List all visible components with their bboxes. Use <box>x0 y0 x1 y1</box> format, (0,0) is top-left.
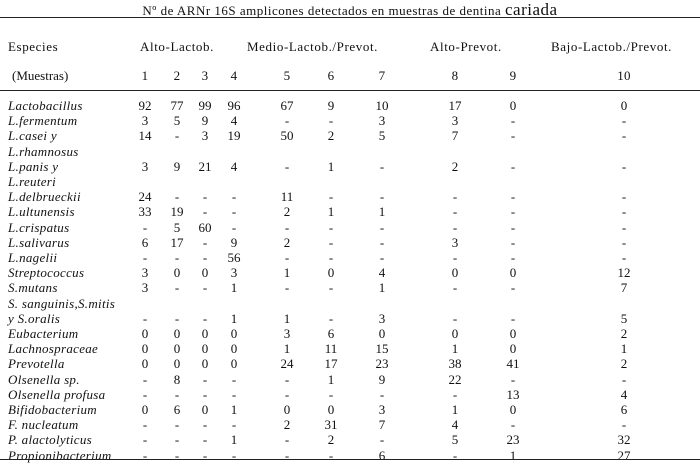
table-cell: - <box>202 189 208 205</box>
table-cell: - <box>379 234 385 250</box>
table-cell: - <box>231 204 237 220</box>
table-cell: - <box>328 447 334 463</box>
table-cell: 5 <box>620 310 628 326</box>
table-cell: - <box>510 189 516 205</box>
table-cell: - <box>174 447 180 463</box>
table-cell: - <box>284 386 290 402</box>
table-cell: 0 <box>378 326 386 341</box>
table-cell: 2 <box>327 128 335 144</box>
table-cell: 1 <box>378 280 386 296</box>
species-name: L.fermentum <box>8 113 78 129</box>
table-title-text: Nº de ARNr 16S amplicones detectados en muestras de dentina <box>142 3 502 18</box>
table-cell: 4 <box>378 265 386 281</box>
table-cell: 19 <box>170 204 184 220</box>
table-cell: 17 <box>170 234 184 250</box>
species-name: Streptococcus <box>8 265 85 281</box>
table-cell: 9 <box>327 98 335 113</box>
table-cell: 6 <box>173 402 181 417</box>
sample-number: 10 <box>617 68 631 83</box>
table-cell: 38 <box>448 356 462 372</box>
table-cell: 0 <box>141 326 149 341</box>
table-cell: 1 <box>620 341 628 357</box>
table-cell: 11 <box>324 341 338 357</box>
table-cell: - <box>174 417 180 433</box>
table-cell: - <box>142 417 148 433</box>
table-cell: 2 <box>327 432 335 448</box>
table-cell: 0 <box>173 356 181 372</box>
table-cell: 14 <box>138 128 152 144</box>
table-cell: 2 <box>620 356 628 372</box>
table-cell: 10 <box>375 98 389 113</box>
table-cell: - <box>452 204 458 220</box>
species-name: Prevotella <box>8 356 65 372</box>
table-cell: - <box>452 219 458 235</box>
table-cell: 0 <box>509 402 517 417</box>
table-cell: - <box>621 371 627 387</box>
table-cell: 12 <box>617 265 631 281</box>
species-name: L.casei y <box>8 128 57 144</box>
sample-number: 2 <box>173 68 181 83</box>
table-cell: 5 <box>451 432 459 448</box>
table-cell: - <box>231 371 237 387</box>
sample-number: 7 <box>378 68 386 83</box>
table-cell: - <box>621 204 627 220</box>
table-cell: 0 <box>173 341 181 357</box>
table-cell: - <box>621 234 627 250</box>
table-cell: - <box>510 371 516 387</box>
table-cell: 0 <box>230 326 238 341</box>
species-name: L.rhamnosus <box>8 143 79 159</box>
table-cell: - <box>202 204 208 220</box>
table-cell: 8 <box>173 371 181 387</box>
table-cell: - <box>510 204 516 220</box>
table-cell: - <box>202 432 208 448</box>
table-cell: - <box>142 386 148 402</box>
table-cell: 3 <box>201 128 209 144</box>
table-cell: 0 <box>451 326 459 341</box>
table-cell: - <box>621 158 627 174</box>
table-cell: - <box>510 417 516 433</box>
table-cell: 17 <box>324 356 338 372</box>
species-header: Especies <box>8 39 59 54</box>
table-cell: 0 <box>509 341 517 357</box>
table-cell: 6 <box>141 234 149 250</box>
top-rule <box>0 17 700 18</box>
table-cell: 1 <box>283 341 291 357</box>
table-cell: 77 <box>170 98 184 113</box>
table-cell: - <box>284 432 290 448</box>
table-cell: - <box>284 447 290 463</box>
table-cell: - <box>284 280 290 296</box>
table-cell: - <box>379 158 385 174</box>
table-cell: 9 <box>230 234 238 250</box>
table-cell: 1 <box>327 158 335 174</box>
table-cell: 56 <box>227 250 241 265</box>
table-cell: - <box>510 234 516 250</box>
table-cell: 6 <box>378 447 386 463</box>
species-name: L.delbrueckii <box>8 189 81 205</box>
table-cell: 1 <box>230 432 238 448</box>
species-name: Propionibacterium <box>8 447 112 463</box>
table-cell: 13 <box>506 386 520 402</box>
table-cell: - <box>379 250 385 265</box>
table-cell: 1 <box>327 204 335 220</box>
table-cell: - <box>202 417 208 433</box>
table-cell: - <box>328 234 334 250</box>
table-cell: - <box>328 310 334 326</box>
group-header-alto-lactob: Alto-Lactob. <box>140 39 214 54</box>
sample-number: 4 <box>230 68 238 83</box>
table-cell: 31 <box>324 417 338 433</box>
table-cell: - <box>284 219 290 235</box>
table-cell: - <box>202 386 208 402</box>
table-cell: 0 <box>451 265 459 281</box>
table-cell: - <box>328 250 334 265</box>
table-cell: - <box>202 371 208 387</box>
table-cell: 1 <box>283 265 291 281</box>
table-cell: 0 <box>141 356 149 372</box>
table-cell: - <box>174 432 180 448</box>
table-cell: - <box>510 310 516 326</box>
table-cell: - <box>379 219 385 235</box>
table-cell: 0 <box>620 98 628 113</box>
table-cell: 1 <box>230 402 238 417</box>
species-name: P. alactolyticus <box>8 432 92 448</box>
table-cell: 3 <box>141 280 149 296</box>
table-cell: 17 <box>448 98 462 113</box>
table-cell: 99 <box>198 98 212 113</box>
group-header-bajo-lactob-prevot: Bajo-Lactob./Prevot. <box>551 39 673 54</box>
species-name: y S.oralis <box>8 310 61 326</box>
table-cell: 0 <box>173 265 181 281</box>
table-cell: - <box>142 219 148 235</box>
table-cell: 4 <box>230 158 238 174</box>
table-cell: - <box>142 310 148 326</box>
table-cell: - <box>510 128 516 144</box>
table-cell: 92 <box>138 98 152 113</box>
table-cell: - <box>202 250 208 265</box>
table-cell: 4 <box>230 113 238 129</box>
table-cell: - <box>621 250 627 265</box>
table-cell: 0 <box>201 265 209 281</box>
species-name: L.reuteri <box>8 174 57 189</box>
header-rule <box>0 90 700 91</box>
table-cell: - <box>202 234 208 250</box>
table-cell: - <box>621 219 627 235</box>
table-cell: 2 <box>283 417 291 433</box>
table-cell: 2 <box>620 326 628 341</box>
table-cell: 2 <box>283 204 291 220</box>
table-cell: 3 <box>141 158 149 174</box>
table-cell: - <box>452 310 458 326</box>
table-cell: 1 <box>378 204 386 220</box>
table-cell: - <box>328 386 334 402</box>
sample-number: 9 <box>509 68 517 83</box>
table-cell: - <box>510 250 516 265</box>
table-cell: 0 <box>201 341 209 357</box>
table-cell: 0 <box>201 402 209 417</box>
table-title-last-word: cariada <box>504 0 558 19</box>
table-cell: - <box>174 128 180 144</box>
table-cell: - <box>621 113 627 129</box>
samples-label: (Muestras) <box>12 68 69 83</box>
table-cell: 27 <box>617 447 631 463</box>
table-cell: 32 <box>617 432 631 448</box>
table-cell: - <box>452 189 458 205</box>
sample-number: 1 <box>141 68 149 83</box>
table-cell: 60 <box>198 219 212 235</box>
table-cell: 41 <box>506 356 520 372</box>
species-name: L.nagelii <box>8 250 58 265</box>
table-cell: - <box>621 128 627 144</box>
table-cell: 1 <box>230 310 238 326</box>
table-cell: - <box>284 250 290 265</box>
table-cell: 9 <box>201 113 209 129</box>
species-name: Lachnospraceae <box>8 341 99 357</box>
species-name: S.mutans <box>8 280 58 296</box>
table-cell: 1 <box>509 447 517 463</box>
table-cell: - <box>142 250 148 265</box>
table-cell: 7 <box>451 128 459 144</box>
table-cell: 1 <box>451 402 459 417</box>
species-name: L.ultunensis <box>8 204 75 220</box>
table-cell: 5 <box>378 128 386 144</box>
group-header-medio-lactob-prevot: Medio-Lactob./Prevot. <box>247 39 379 54</box>
table-cell: 3 <box>378 310 386 326</box>
table-cell: 24 <box>138 189 152 205</box>
table-cell: - <box>231 447 237 463</box>
table-cell: - <box>202 310 208 326</box>
table-cell: 0 <box>230 341 238 357</box>
table-cell: - <box>202 280 208 296</box>
table-cell: 1 <box>451 341 459 357</box>
table-cell: 0 <box>141 341 149 357</box>
species-name: L.crispatus <box>8 219 70 235</box>
table-cell: - <box>379 432 385 448</box>
table-cell: 22 <box>448 371 462 387</box>
table-cell: 9 <box>378 371 386 387</box>
table-cell: 5 <box>173 219 181 235</box>
table-cell: - <box>231 386 237 402</box>
table-cell: 33 <box>138 204 152 220</box>
table-cell: 0 <box>283 402 291 417</box>
table-cell: 0 <box>173 326 181 341</box>
species-name: Eubacterium <box>8 326 79 341</box>
table-cell: - <box>231 417 237 433</box>
table-cell: 1 <box>283 310 291 326</box>
table-cell: - <box>174 280 180 296</box>
table-cell: 96 <box>227 98 241 113</box>
table-cell: 4 <box>620 386 628 402</box>
table-cell: 3 <box>230 265 238 281</box>
table-cell: 0 <box>509 326 517 341</box>
table-cell: 3 <box>451 113 459 129</box>
table-cell: 0 <box>201 326 209 341</box>
species-name: Olsenella sp. <box>8 371 80 387</box>
table-cell: - <box>142 371 148 387</box>
table-cell: - <box>284 158 290 174</box>
table-cell: - <box>510 158 516 174</box>
table-cell: 15 <box>375 341 389 357</box>
table-cell: 3 <box>451 234 459 250</box>
table-cell: 0 <box>327 402 335 417</box>
table-cell: 7 <box>378 417 386 433</box>
table-cell: 4 <box>451 417 459 433</box>
species-name: F. nucleatum <box>8 417 79 433</box>
table-cell: 3 <box>378 113 386 129</box>
table-cell: 7 <box>620 280 628 296</box>
table-cell: - <box>379 189 385 205</box>
table-cell: - <box>452 280 458 296</box>
table-cell: 50 <box>280 128 294 144</box>
table-cell: - <box>231 219 237 235</box>
table-cell: - <box>142 447 148 463</box>
species-name: L.salivarus <box>8 234 70 250</box>
table-cell: - <box>452 447 458 463</box>
table-cell: 0 <box>327 265 335 281</box>
table-cell: 3 <box>283 326 291 341</box>
table-cell: 23 <box>506 432 520 448</box>
sample-number: 6 <box>327 68 335 83</box>
table-cell: - <box>174 250 180 265</box>
table-cell: 67 <box>280 98 294 113</box>
table-cell: - <box>328 280 334 296</box>
table-cell: 2 <box>283 234 291 250</box>
bottom-rule <box>0 459 700 460</box>
table-cell: 5 <box>173 113 181 129</box>
species-name: L.panis y <box>8 158 59 174</box>
table-cell: 9 <box>173 158 181 174</box>
species-name: S. sanguinis,S.mitis <box>8 295 116 311</box>
table-cell: - <box>452 250 458 265</box>
table-cell: - <box>328 189 334 205</box>
sample-number: 3 <box>201 68 209 83</box>
table-cell: - <box>284 113 290 129</box>
table-cell: 19 <box>227 128 241 144</box>
table-cell: 0 <box>509 265 517 281</box>
table-cell: 0 <box>201 356 209 372</box>
group-header-alto-prevot: Alto-Prevot. <box>430 39 502 54</box>
table-cell: 23 <box>375 356 389 372</box>
table-cell: 3 <box>141 113 149 129</box>
table-cell: - <box>231 189 237 205</box>
table-cell: - <box>174 310 180 326</box>
table-cell: - <box>174 386 180 402</box>
table-cell: 0 <box>230 356 238 372</box>
table-cell: - <box>510 219 516 235</box>
sample-number: 8 <box>451 68 459 83</box>
table-cell: 3 <box>378 402 386 417</box>
table-cell: - <box>510 280 516 296</box>
species-name: Bifidobacterium <box>8 402 97 417</box>
table-cell: 2 <box>451 158 459 174</box>
table-cell: 1 <box>230 280 238 296</box>
table-cell: 1 <box>327 371 335 387</box>
table-cell: - <box>379 386 385 402</box>
table-cell: 24 <box>280 356 294 372</box>
table-cell: 6 <box>620 402 628 417</box>
sample-number: 5 <box>283 68 291 83</box>
table-cell: - <box>328 113 334 129</box>
table-cell: - <box>452 386 458 402</box>
table-cell: 3 <box>141 265 149 281</box>
table-cell: - <box>621 189 627 205</box>
table-cell: - <box>174 189 180 205</box>
table-cell: - <box>142 432 148 448</box>
species-name: Olsenella profusa <box>8 386 106 402</box>
table-cell: - <box>510 113 516 129</box>
table-cell: 0 <box>509 98 517 113</box>
table-cell: 11 <box>280 189 294 205</box>
table-cell: - <box>284 371 290 387</box>
table-cell: - <box>621 417 627 433</box>
table-cell: 0 <box>141 402 149 417</box>
table-cell: - <box>202 447 208 463</box>
table-cell: - <box>328 219 334 235</box>
species-name: Lactobacillus <box>8 98 83 113</box>
table-cell: 21 <box>198 158 212 174</box>
table-cell: 6 <box>327 326 335 341</box>
